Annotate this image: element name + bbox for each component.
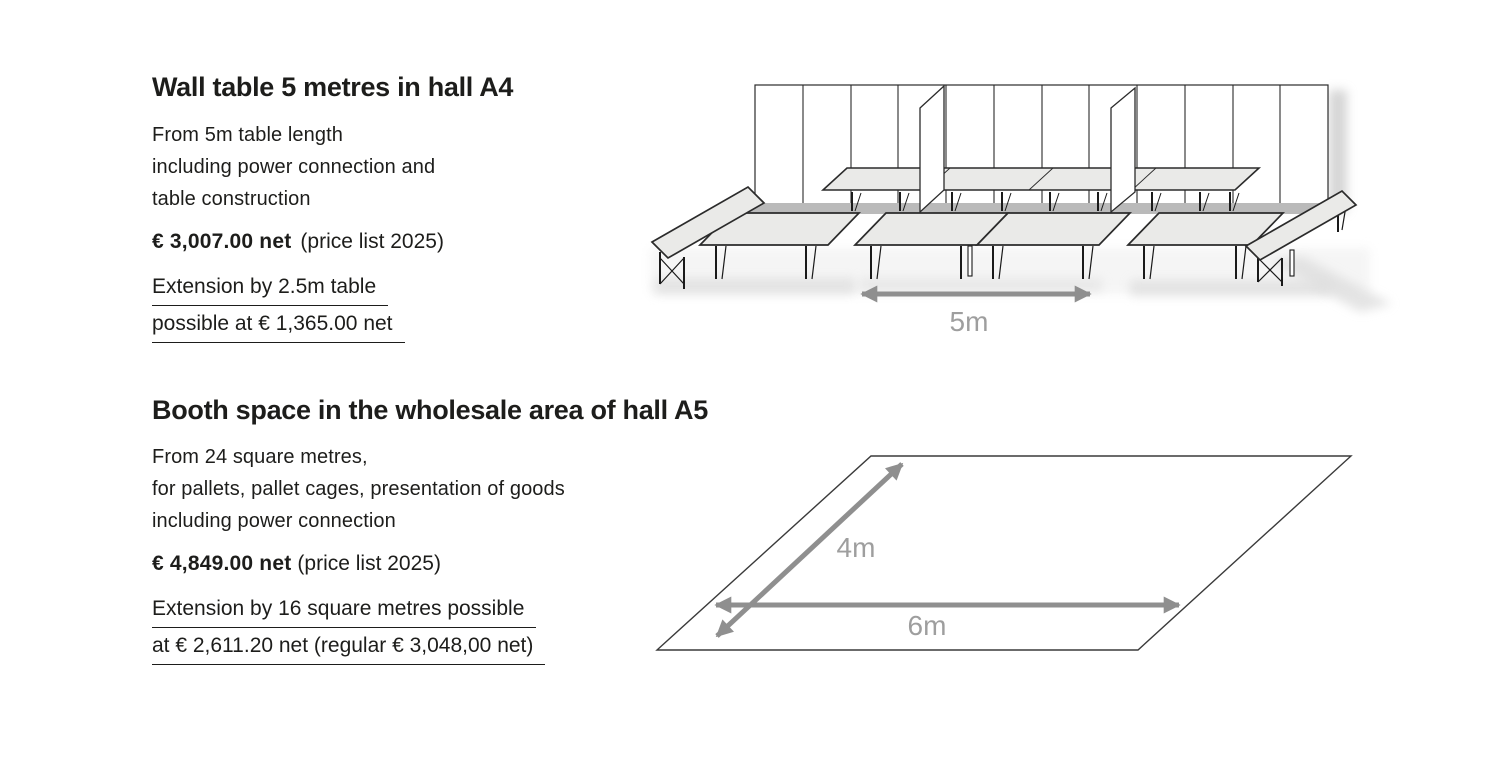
description-line: including power connection [152, 510, 396, 532]
divider-panel [920, 86, 944, 212]
offer2-extension [152, 595, 545, 669]
dimension-label-6m: 6m [907, 610, 947, 641]
offer1-price [152, 230, 444, 254]
dimension-label-4m: 4m [836, 532, 876, 563]
description-line: for pallets, pallet cages, presentation of goods [152, 478, 565, 500]
dimension-label-5m: 5m [949, 306, 989, 337]
offer1-title: Wall table 5 metres in hall A4 [152, 72, 514, 102]
offer2-price [152, 552, 441, 576]
extension-link-line[interactable]: possible at € 1,365.00 net [152, 310, 405, 343]
description-line: From 24 square metres, [152, 446, 368, 468]
description-line: including power connection and [152, 156, 436, 178]
extension-link-line[interactable]: Extension by 16 square metres possible [152, 595, 536, 628]
price-amount: € 3,007.00 net [152, 230, 292, 253]
price-list-note: (price list 2025) [297, 552, 441, 575]
offer2-description [152, 441, 565, 537]
extension-link-line[interactable]: at € 2,611.20 net (regular € 3,048,00 net) [152, 632, 545, 665]
offer1-extension [152, 273, 405, 347]
offer2-title: Booth space in the wholesale area of hall A5 [152, 395, 708, 425]
wall-table-illustration [628, 55, 1400, 347]
extension-link-line[interactable]: Extension by 2.5m table [152, 273, 388, 306]
description-line: table construction [152, 188, 311, 210]
price-amount: € 4,849.00 net [152, 552, 292, 575]
back-row-tables [823, 168, 1259, 190]
description-line: From 5m table length [152, 124, 343, 146]
price-list-note: (price list 2025) [300, 230, 444, 253]
booth-space-floor-plan [630, 435, 1400, 670]
booth-area-outline [657, 456, 1351, 650]
offer1-description [152, 119, 435, 215]
divider-panel [1111, 88, 1135, 212]
back-wall [755, 85, 1328, 213]
